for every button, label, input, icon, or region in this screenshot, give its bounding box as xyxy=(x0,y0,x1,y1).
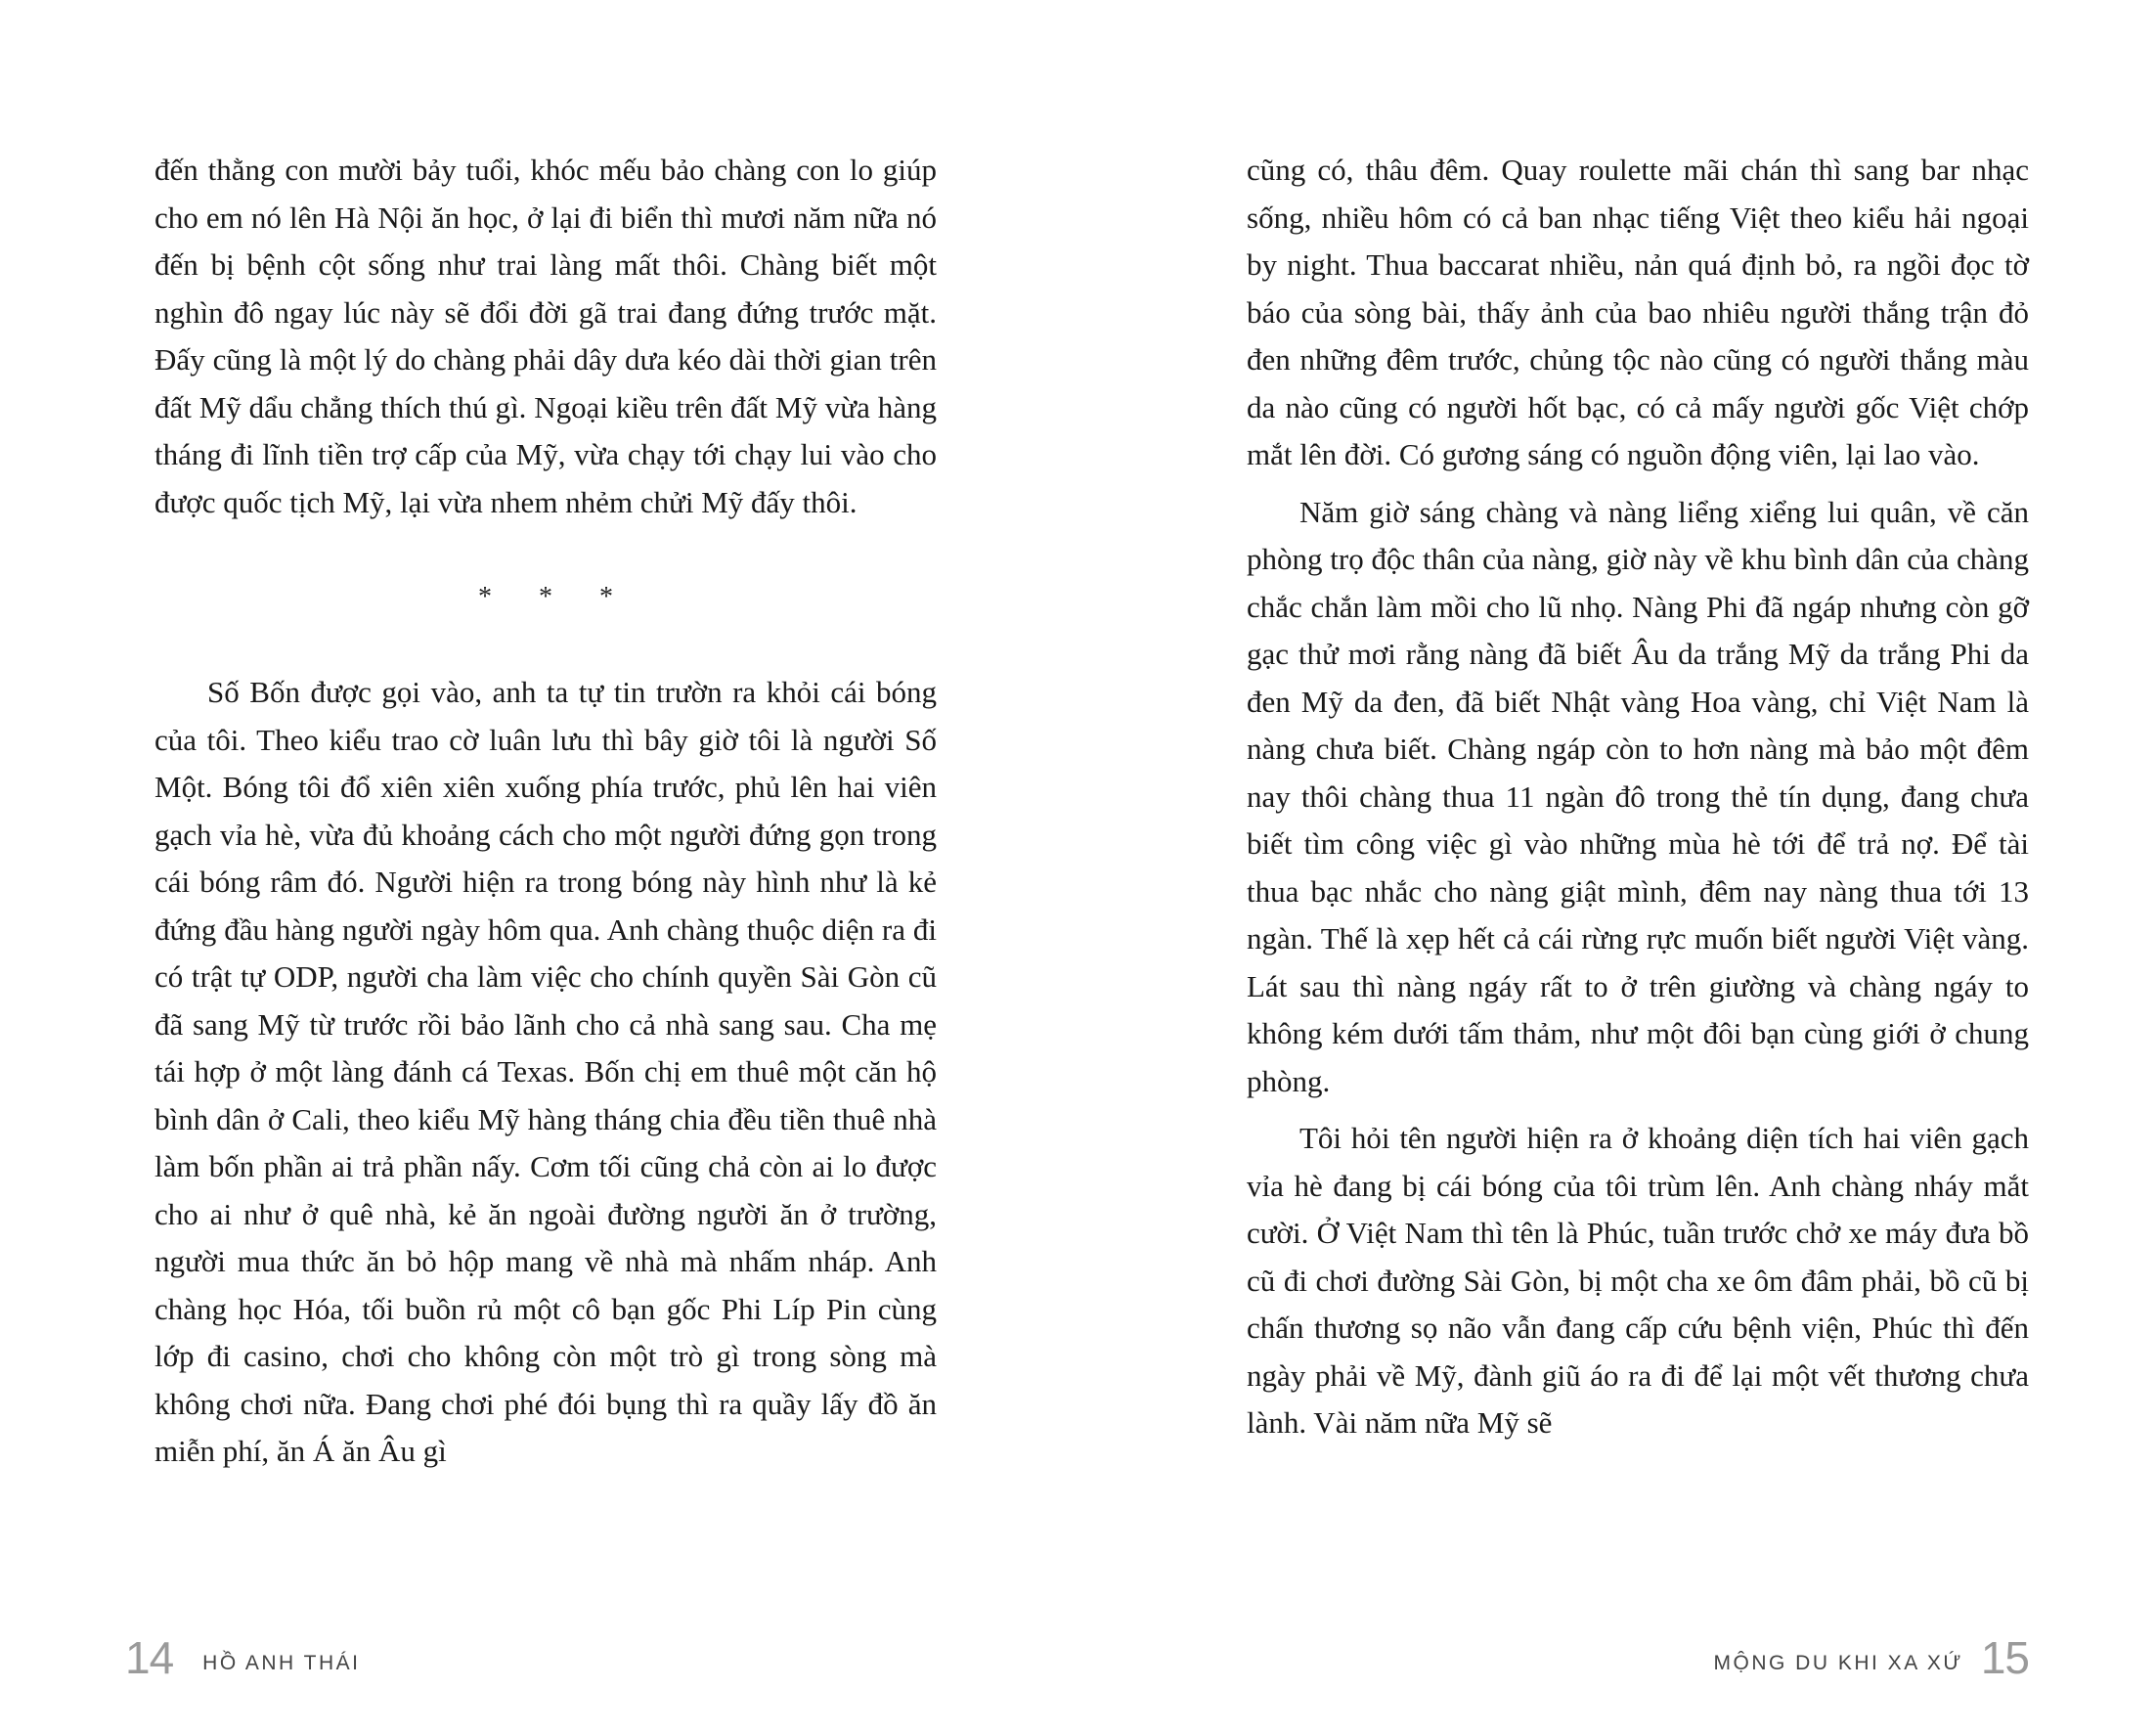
page-number: 15 xyxy=(1980,1632,2029,1683)
running-head-author: HỒ ANH THÁI xyxy=(202,1652,361,1674)
paragraph: Tôi hỏi tên người hiện ra ở khoảng diện tích hai viên gạch vỉa hè đang bị cái bóng của tôi trùm lên. Anh chàng nháy mắt cười. Ở Việt Nam thì tên là Phúc, tuần trước chở xe máy đưa bồ cũ đi chơi đường Sài Gòn, bị một cha xe ôm đâm phải, bồ cũ bị chấn thương sọ não vẫn đang cấp cứu bệnh viện, Phúc thì đến ngày phải về Mỹ, đành giũ áo ra đi để lại một vết thương chưa lành. Vài năm nữa Mỹ sẽ xyxy=(1247,1121,2029,1440)
paragraph: cũng có, thâu đêm. Quay roulette mãi chán thì sang bar nhạc sống, nhiều hôm có cả ban nhạc tiếng Việt theo kiểu hải ngoại by night. Thua baccarat nhiều, nản quá định bỏ, ra ngồi đọc tờ báo của sòng bài, thấy ảnh của bao nhiêu người thắng trận đỏ đen những đêm trước, chủng tộc nào cũng có người thắng màu da nào cũng có người hốt bạc, có cả mấy người gốc Việt chớp mắt lên đời. Có gương sáng có nguồn động viên, lại lao vào. xyxy=(1247,153,2029,471)
right-page xyxy=(1078,0,2156,1733)
section-break-asterisk: * xyxy=(539,581,552,612)
left-page-footer xyxy=(125,1628,360,1687)
right-page-footer xyxy=(1714,1628,2029,1687)
section-break xyxy=(154,526,937,669)
left-page-text xyxy=(154,147,937,1476)
right-page-text xyxy=(1247,147,2029,1447)
paragraph: Số Bốn được gọi vào, anh ta tự tin trườn ra khỏi cái bóng của tôi. Theo kiểu trao cờ luân lưu thì bây giờ tôi là người Số Một. Bóng tôi đổ xiên xiên xuống phía trước, phủ lên hai viên gạch vỉa hè, vừa đủ khoảng cách cho một người đứng gọn trong cái bóng râm đó. Người hiện ra trong bóng này hình như là kẻ đứng đầu hàng người ngày hôm qua. Anh chàng thuộc diện ra đi có trật tự ODP, người cha làm việc cho chính quyền Sài Gòn cũ đã sang Mỹ từ trước rồi bảo lãnh cho cả nhà sang sau. Cha mẹ tái hợp ở một làng đánh cá Texas. Bốn chị em thuê một căn hộ bình dân ở Cali, theo kiểu Mỹ hàng tháng chia đều tiền thuê nhà làm bốn phần ai trả phần nấy. Cơm tối cũng chả còn ai lo được cho ai như ở quê nhà, kẻ ăn ngoài đường người ăn ở trường, người mua thức ăn bỏ hộp mang về nhà mà nhấm nháp. Anh chàng học Hóa, tối buồn rủ một cô bạn gốc Phi Líp Pin cùng lớp đi casino, chơi cho không còn một trò gì trong sòng mà không chơi nữa. Đang chơi phé đói bụng thì ra quầy lấy đồ ăn miễn phí, ăn Á ăn Âu gì xyxy=(154,675,937,1468)
section-break-asterisk: * xyxy=(478,581,492,612)
page-number: 14 xyxy=(125,1632,174,1683)
section-break-asterisk: * xyxy=(599,581,613,612)
paragraph: Năm giờ sáng chàng và nàng liểng xiểng lui quân, về căn phòng trọ độc thân của nàng, giờ này về khu bình dân của chàng chắc chắn làm mồi cho lũ nhọ. Nàng Phi đã ngáp nhưng còn gỡ gạc thử mơi rằng nàng đã biết Âu da trắng Mỹ da trắng Phi da đen Mỹ da đen, đã biết Nhật vàng Hoa vàng, chỉ Việt Nam là nàng chưa biết. Chàng ngáp còn to hơn nàng mà bảo một đêm nay thôi chàng thua 11 ngàn đô trong thẻ tín dụng, đang chưa biết tìm công việc gì vào những mùa hè tới để trả nợ. Để tài thua bạc nhắc cho nàng giật mình, đêm nay nàng thua tới 13 ngàn. Thế là xẹp hết cả cái rừng rực muốn biết người Việt vàng. Lát sau thì nàng ngáy rất to ở trên giường và chàng ngáy to không kém dưới tấm thảm, như một đôi bạn cùng giới ở chung phòng. xyxy=(1247,494,2029,1098)
running-head-title: MỘNG DU KHI XA XỨ xyxy=(1713,1652,1963,1674)
paragraph: đến thằng con mười bảy tuổi, khóc mếu bảo chàng con lo giúp cho em nó lên Hà Nội ăn học, ở lại đi biển thì mươi năm nữa nó đến bị bệnh cột sống như trai làng mất thôi. Chàng biết một nghìn đô ngay lúc này sẽ đổi đời gã trai đang đứng trước mặt. Đấy cũng là một lý do chàng phải dây dưa kéo dài thời gian trên đất Mỹ dẩu chẳng thích thú gì. Ngoại kiều trên đất Mỹ vừa hàng tháng đi lĩnh tiền trợ cấp của Mỹ, vừa chạy tới chạy lui vào cho được quốc tịch Mỹ, lại vừa nhem nhẻm chửi Mỹ đấy thôi. xyxy=(154,153,937,519)
